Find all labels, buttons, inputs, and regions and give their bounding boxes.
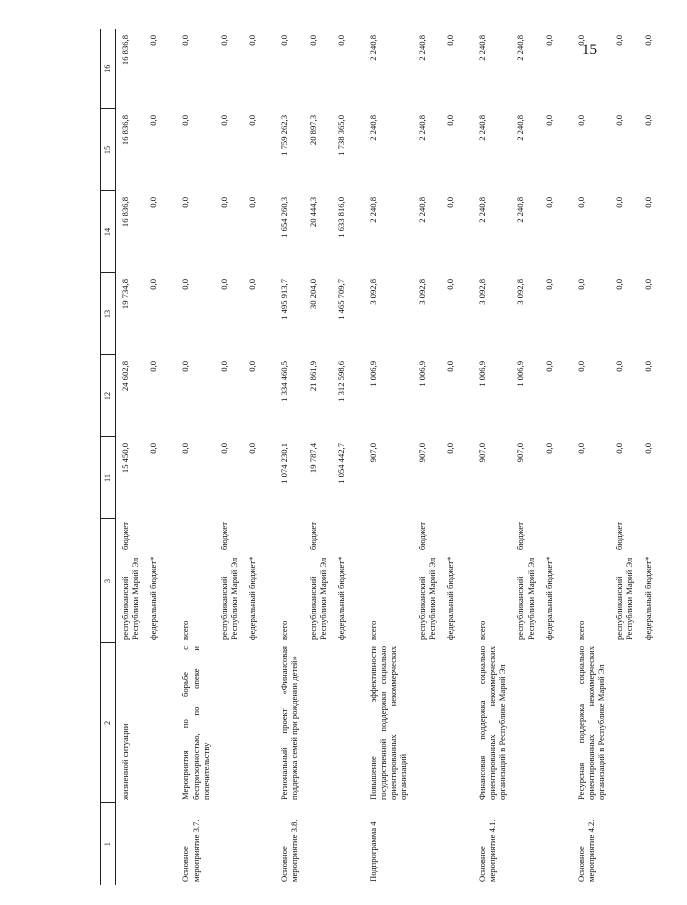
- value-cell: 0,0: [642, 35, 653, 46]
- table-row: [540, 29, 564, 885]
- value-cell: 0,0: [148, 279, 159, 290]
- funding-source: всего: [476, 620, 487, 640]
- item-name: [144, 643, 168, 803]
- item-name: [540, 643, 564, 803]
- value-cell: 1 495 913,7: [279, 279, 290, 320]
- value-cell: 0,0: [543, 197, 554, 208]
- item-code: [413, 803, 441, 885]
- table-row: [168, 29, 214, 885]
- value-cell: 0,0: [614, 115, 625, 126]
- value-cell: 0,0: [180, 197, 191, 208]
- rotated-table-wrapper: [100, 29, 653, 885]
- value-cell: 907,0: [367, 443, 378, 463]
- value-cell: 0,0: [247, 361, 258, 372]
- value-cell: 0,0: [218, 115, 229, 126]
- value-cell: 0,0: [575, 443, 586, 454]
- funding-source: федеральный бюджет*: [148, 556, 159, 640]
- value-cell: 3 092,8: [367, 279, 378, 305]
- item-code: [332, 803, 356, 885]
- item-name: [639, 643, 657, 803]
- value-cell: 0,0: [148, 361, 159, 372]
- item-code: [639, 803, 657, 885]
- value-cell: 1 633 816,0: [335, 197, 346, 238]
- funding-source: федеральный бюджет*: [335, 556, 346, 640]
- value-cell: 907,0: [476, 443, 487, 463]
- value-cell: 0,0: [444, 197, 455, 208]
- value-cell: 0,0: [279, 35, 290, 46]
- value-cell: 2 240,8: [416, 197, 427, 223]
- column-header: 13: [101, 273, 116, 355]
- value-cell: 0,0: [575, 279, 586, 290]
- column-header: 2: [101, 643, 116, 803]
- value-cell: 0,0: [543, 115, 554, 126]
- item-name: Ресурсная поддержка социально ориентированных некоммерческих организаций в Республике Марий Эл: [575, 646, 607, 800]
- value-cell: 16 836,8: [120, 115, 130, 146]
- funding-source: республиканский бюджет Республики Марий Эл: [416, 522, 437, 640]
- value-cell: 0,0: [444, 35, 455, 46]
- value-cell: 1 759 262,3: [279, 115, 290, 156]
- item-code: Основное мероприятие 4.1.: [476, 819, 498, 882]
- funding-source: республиканский бюджет Республики Марий Эл: [515, 522, 536, 640]
- value-cell: 1 006,9: [416, 361, 427, 387]
- value-cell: 0,0: [642, 443, 653, 454]
- item-code: [304, 803, 332, 885]
- value-cell: 0,0: [614, 197, 625, 208]
- value-cell: 0,0: [180, 279, 191, 290]
- value-cell: 0,0: [614, 443, 625, 454]
- column-header: 1: [101, 803, 116, 885]
- item-code: [610, 803, 638, 885]
- value-cell: 2 240,8: [416, 35, 427, 61]
- column-header: 11: [101, 437, 116, 519]
- value-cell: 0,0: [543, 279, 554, 290]
- value-cell: 0,0: [247, 35, 258, 46]
- item-code: Подпрограмма 4: [367, 821, 378, 882]
- value-cell: 1 312 598,6: [335, 361, 346, 402]
- item-code: Основное мероприятие 3.7.: [180, 819, 201, 882]
- header-row: [101, 29, 116, 885]
- column-header: 16: [101, 29, 116, 109]
- table-filler-row: [657, 29, 687, 885]
- value-cell: 0,0: [444, 443, 455, 454]
- value-cell: 0,0: [180, 361, 191, 372]
- funding-source: федеральный бюджет*: [247, 556, 258, 640]
- value-cell: 0,0: [543, 35, 554, 46]
- item-name: [332, 643, 356, 803]
- value-cell: 0,0: [148, 443, 159, 454]
- value-cell: 0,0: [543, 361, 554, 372]
- table-row: [267, 29, 303, 885]
- item-name: [441, 643, 465, 803]
- item-name: [304, 643, 332, 803]
- item-code: Основное мероприятие 4.2.: [575, 819, 596, 882]
- funding-source: федеральный бюджет*: [444, 556, 455, 640]
- value-cell: 3 092,8: [515, 279, 526, 305]
- value-cell: 1 465 709,7: [335, 279, 346, 320]
- funding-source: республиканский бюджет Республики Марий Эл: [614, 522, 635, 640]
- value-cell: 2 240,8: [476, 115, 487, 141]
- item-name: Мероприятия по борьбе с беспризорностью, по опеке и попечительству: [180, 646, 211, 800]
- item-name: Региональный проект «Финансовая поддержка семей при рождении детей»: [279, 646, 300, 800]
- value-cell: 0,0: [575, 35, 586, 46]
- value-cell: 0,0: [180, 443, 191, 454]
- value-cell: 1 054 442,7: [335, 443, 346, 484]
- value-cell: 0,0: [614, 35, 625, 46]
- budget-table: [100, 29, 687, 885]
- value-cell: 0,0: [575, 115, 586, 126]
- item-name: [413, 643, 441, 803]
- value-cell: 2 240,8: [515, 115, 526, 141]
- value-cell: 20 444,3: [307, 197, 318, 228]
- value-cell: 0,0: [642, 197, 653, 208]
- table-row: [243, 29, 267, 885]
- value-cell: 0,0: [247, 115, 258, 126]
- funding-source: всего: [575, 620, 586, 640]
- item-code: [540, 803, 564, 885]
- value-cell: 1 006,9: [367, 361, 378, 387]
- funding-source: всего: [367, 620, 378, 640]
- value-cell: 16 836,8: [120, 35, 130, 66]
- value-cell: 16 836,8: [120, 197, 130, 228]
- value-cell: 1 654 260,3: [279, 197, 290, 238]
- funding-source: республиканский бюджет Республики Марий Эл: [218, 522, 239, 640]
- value-cell: 0,0: [148, 35, 159, 46]
- value-cell: 907,0: [515, 443, 526, 463]
- item-name: [610, 643, 638, 803]
- table-row: [441, 29, 465, 885]
- value-cell: 2 240,8: [476, 197, 487, 223]
- item-name: Финансовая поддержка социально ориентированных некоммерческих организаций в Республике Марий Эл: [476, 646, 508, 800]
- value-cell: 19 787,4: [307, 443, 318, 474]
- item-code: [215, 803, 243, 885]
- item-code: [243, 803, 267, 885]
- funding-source: республиканский бюджет Республики Марий Эл: [307, 522, 328, 640]
- item-name: [215, 643, 243, 803]
- value-cell: 0,0: [247, 279, 258, 290]
- table-row: [304, 29, 332, 885]
- value-cell: 24 602,8: [120, 361, 130, 392]
- value-cell: 2 240,8: [367, 197, 378, 223]
- funding-source: федеральный бюджет*: [543, 556, 554, 640]
- table-row: [564, 29, 610, 885]
- value-cell: 0,0: [247, 443, 258, 454]
- value-cell: 0,0: [575, 197, 586, 208]
- table-row: [639, 29, 657, 885]
- value-cell: 0,0: [247, 197, 258, 208]
- item-code: [511, 803, 539, 885]
- value-cell: 907,0: [416, 443, 427, 463]
- value-cell: 20 897,3: [307, 115, 318, 146]
- funding-source: республиканский бюджет Республики Марий Эл: [120, 522, 141, 640]
- value-cell: 0,0: [148, 115, 159, 126]
- column-header: 3: [101, 519, 116, 643]
- value-cell: 1 006,9: [515, 361, 526, 387]
- value-cell: 0,0: [444, 279, 455, 290]
- value-cell: 0,0: [218, 443, 229, 454]
- value-cell: 0,0: [614, 279, 625, 290]
- value-cell: 0,0: [218, 361, 229, 372]
- value-cell: 0,0: [218, 197, 229, 208]
- value-cell: 1 334 460,5: [279, 361, 290, 402]
- item-name: Повышение эффективности государственной поддержки социально ориентированных некоммерческих организаций: [367, 646, 409, 800]
- item-name: [243, 643, 267, 803]
- value-cell: 30 204,0: [307, 279, 318, 310]
- value-cell: 0,0: [148, 197, 159, 208]
- value-cell: 0,0: [642, 361, 653, 372]
- value-cell: 0,0: [444, 115, 455, 126]
- item-code: [144, 803, 168, 885]
- item-code: Основное мероприятие 3.8.: [279, 819, 300, 882]
- value-cell: 15 450,0: [120, 443, 130, 474]
- column-header: 14: [101, 191, 116, 273]
- table-row: [116, 29, 145, 885]
- table-row: [144, 29, 168, 885]
- table-row: [610, 29, 638, 885]
- table-row: [356, 29, 413, 885]
- value-cell: 0,0: [642, 115, 653, 126]
- column-header: 12: [101, 355, 116, 437]
- funding-source: всего: [180, 620, 191, 640]
- value-cell: 0,0: [218, 35, 229, 46]
- value-cell: 0,0: [180, 115, 191, 126]
- value-cell: 2 240,8: [515, 35, 526, 61]
- funding-source: федеральный бюджет*: [642, 556, 653, 640]
- value-cell: 0,0: [444, 361, 455, 372]
- value-cell: 1 074 230,1: [279, 443, 290, 484]
- page-number: 15: [582, 42, 597, 58]
- value-cell: 2 240,8: [515, 197, 526, 223]
- value-cell: 2 240,8: [367, 115, 378, 141]
- value-cell: 19 734,8: [120, 279, 130, 310]
- table-row: [413, 29, 441, 885]
- value-cell: 2 240,8: [476, 35, 487, 61]
- item-code: [116, 803, 145, 885]
- table-row: [465, 29, 511, 885]
- value-cell: 1 738 365,0: [335, 115, 346, 156]
- funding-source: всего: [279, 620, 290, 640]
- value-cell: 0,0: [335, 35, 346, 46]
- value-cell: 0,0: [543, 443, 554, 454]
- table-row: [332, 29, 356, 885]
- value-cell: 3 092,8: [476, 279, 487, 305]
- value-cell: 0,0: [575, 361, 586, 372]
- value-cell: 0,0: [307, 35, 318, 46]
- value-cell: 2 240,8: [367, 35, 378, 61]
- value-cell: 0,0: [642, 279, 653, 290]
- value-cell: 1 006,9: [476, 361, 487, 387]
- value-cell: 21 861,9: [307, 361, 318, 392]
- value-cell: 0,0: [218, 279, 229, 290]
- item-name: жизненной ситуации: [120, 723, 130, 800]
- value-cell: 0,0: [180, 35, 191, 46]
- table-row: [511, 29, 539, 885]
- column-header: 15: [101, 109, 116, 191]
- item-code: [441, 803, 465, 885]
- value-cell: 3 092,8: [416, 279, 427, 305]
- table-row: [215, 29, 243, 885]
- value-cell: 0,0: [614, 361, 625, 372]
- item-name: [511, 643, 539, 803]
- value-cell: 2 240,8: [416, 115, 427, 141]
